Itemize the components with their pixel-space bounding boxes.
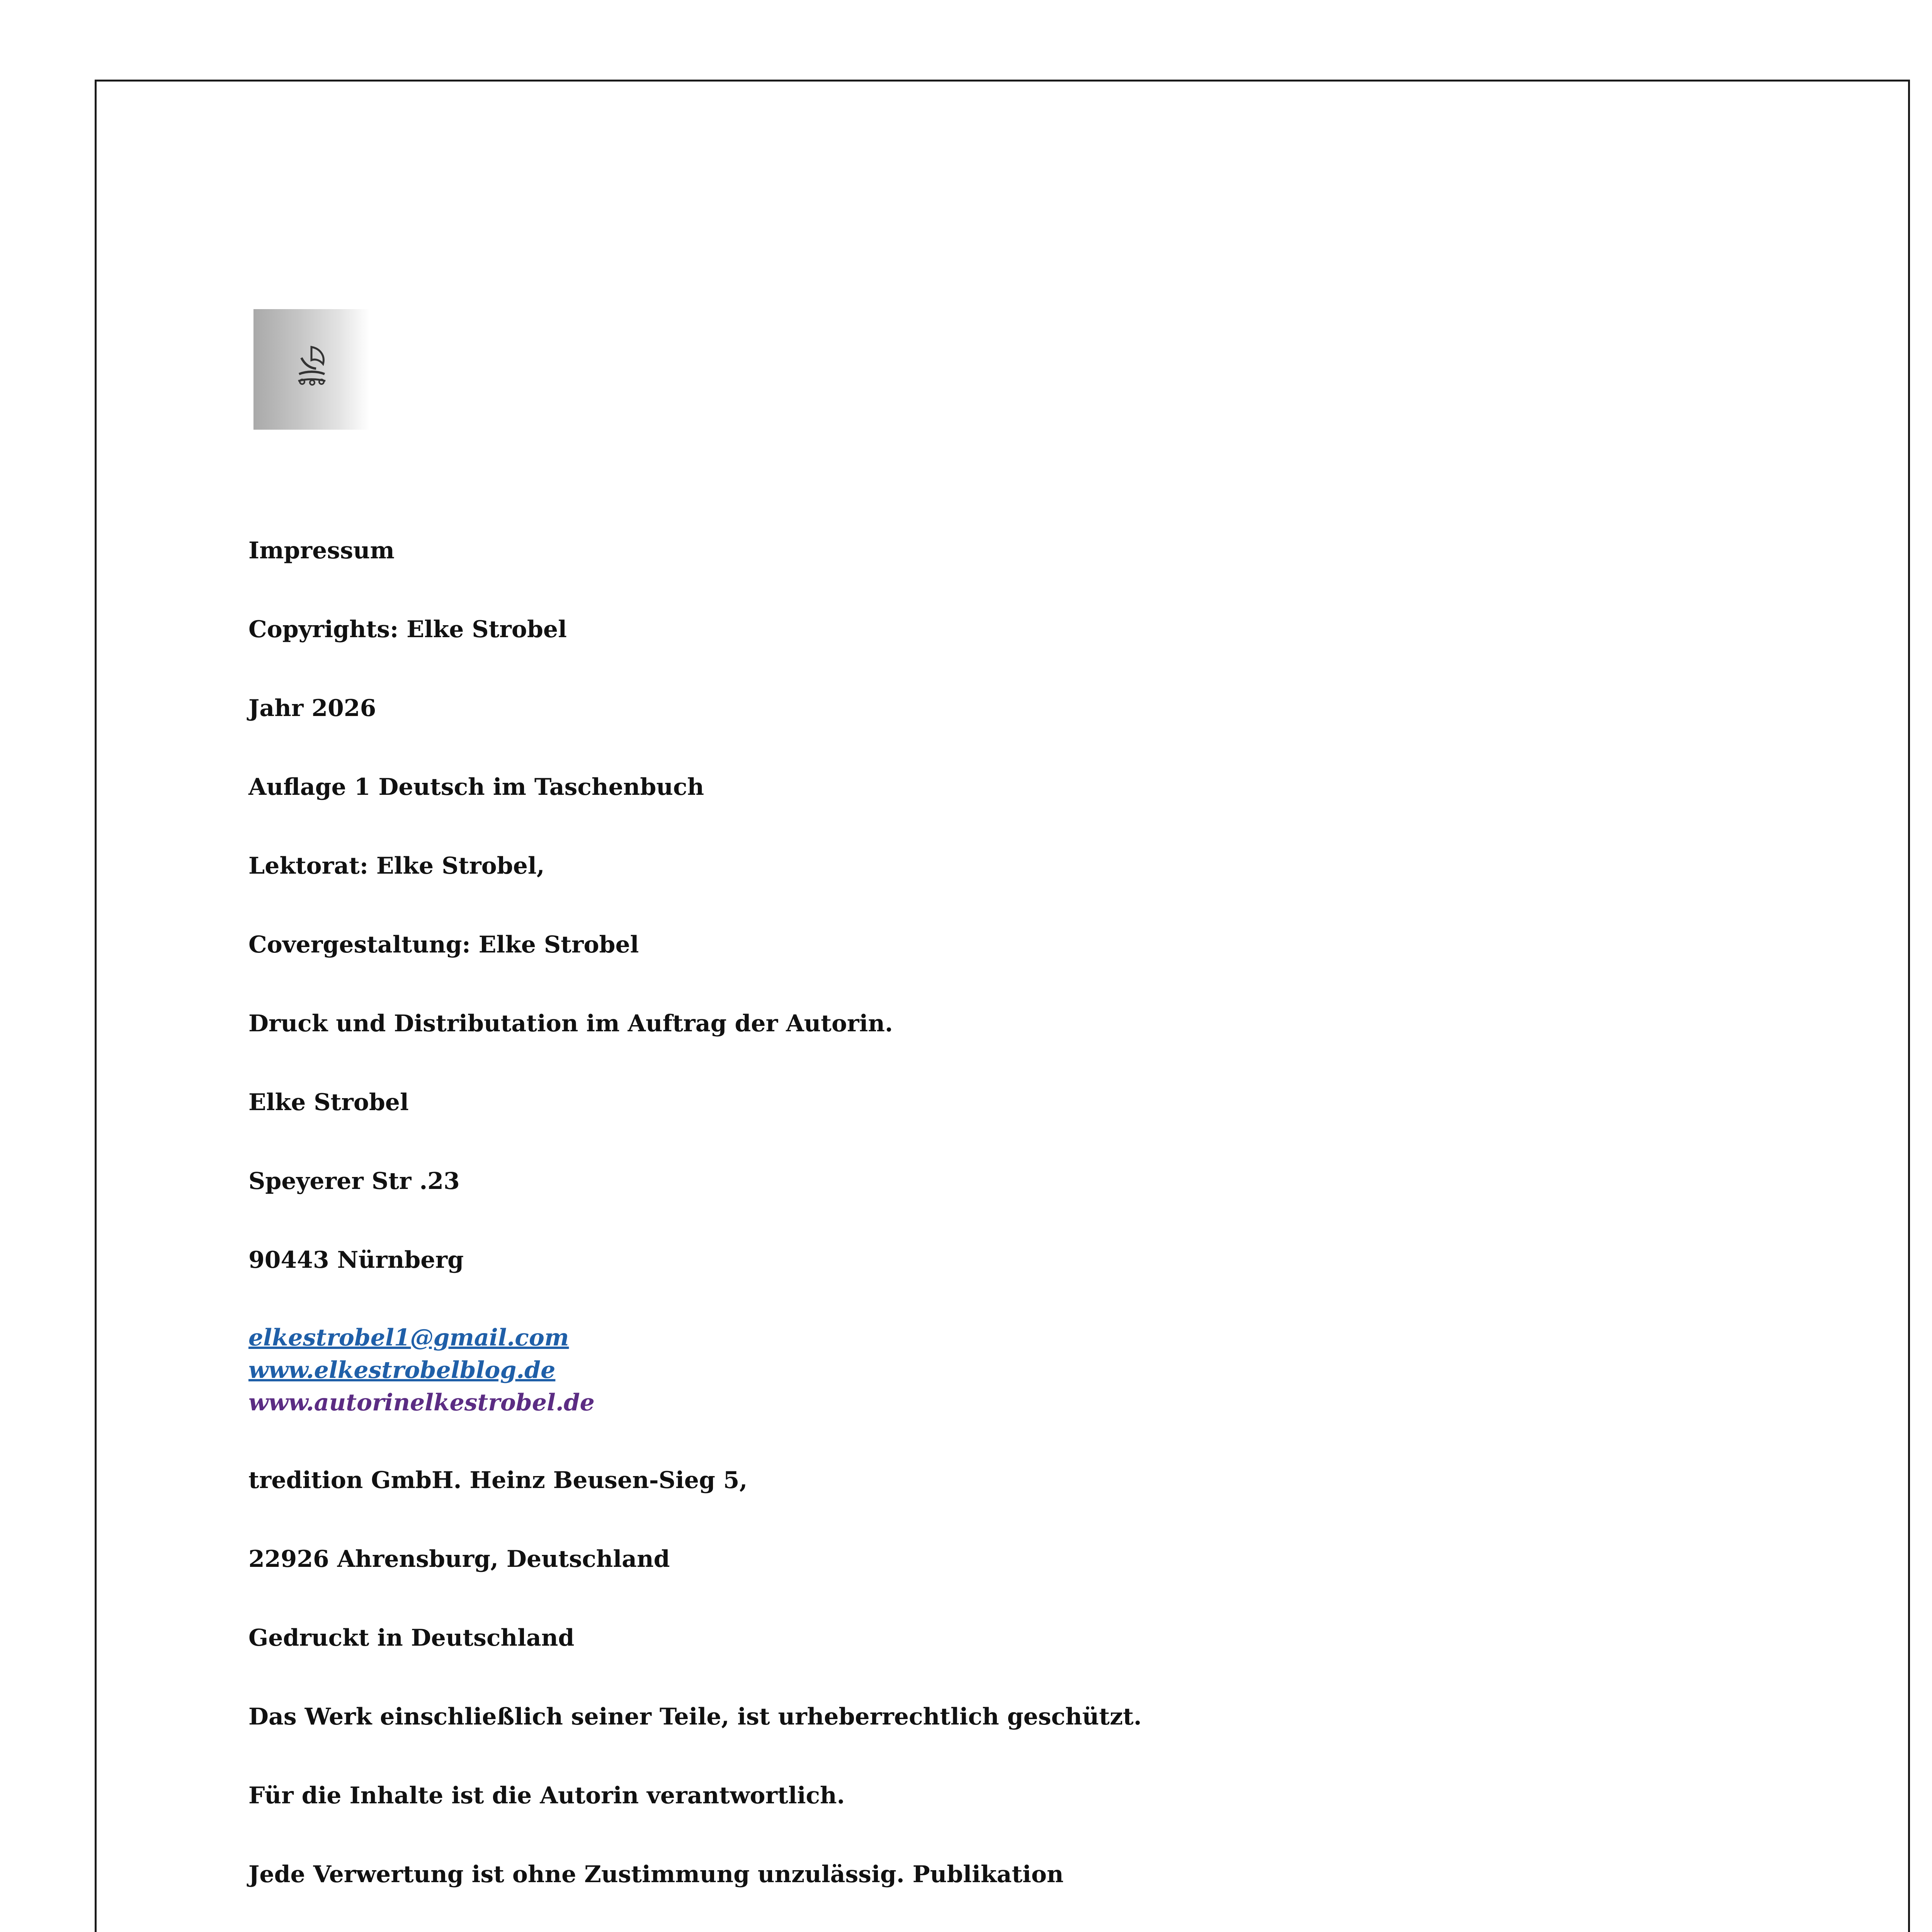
print-distribution-line: Druck und Distributation im Auftrag der Autorin. (248, 1010, 893, 1037)
copyright-line: Copyrights: Elke Strobel (248, 616, 567, 643)
street-address: Speyerer Str .23 (248, 1168, 460, 1195)
cover-design-line: Covergestaltung: Elke Strobel (248, 931, 639, 958)
email-link[interactable]: elkestrobel1@gmail.com (248, 1324, 569, 1351)
author-name: Elke Strobel (248, 1089, 409, 1116)
city-address: 90443 Nürnberg (248, 1247, 464, 1274)
printed-in-line: Gedruckt in Deutschland (248, 1624, 575, 1651)
responsibility-notice: Für die Inhalte ist die Autorin verantwortlich. (248, 1782, 845, 1809)
publisher-city-line: 22926 Ahrensburg, Deutschland (248, 1546, 670, 1573)
editing-line: Lektorat: Elke Strobel, (248, 852, 545, 879)
author-logo (253, 309, 369, 430)
imprint-block (248, 533, 1717, 1932)
edition-line: Auflage 1 Deutsch im Taschenbuch (248, 774, 704, 801)
copyright-notice: Das Werk einschließlich seiner Teile, ist urheberrechtlich geschützt. (248, 1703, 1142, 1730)
usage-notice: Jede Verwertung ist ohne Zustimmung unzulässig. Publikation (248, 1861, 1064, 1888)
year-line: Jahr 2026 (248, 695, 376, 722)
website-link[interactable]: www.autorinelkestrobel.de (248, 1389, 595, 1416)
imprint-heading: Impressum (248, 537, 395, 564)
blog-link[interactable]: www.elkestrobelblog.de (248, 1357, 556, 1384)
publisher-address-line: tredition GmbH. Heinz Beusen-Sieg 5, (248, 1467, 748, 1494)
contact-links (248, 1321, 1717, 1419)
quill-logo-icon (284, 340, 338, 398)
